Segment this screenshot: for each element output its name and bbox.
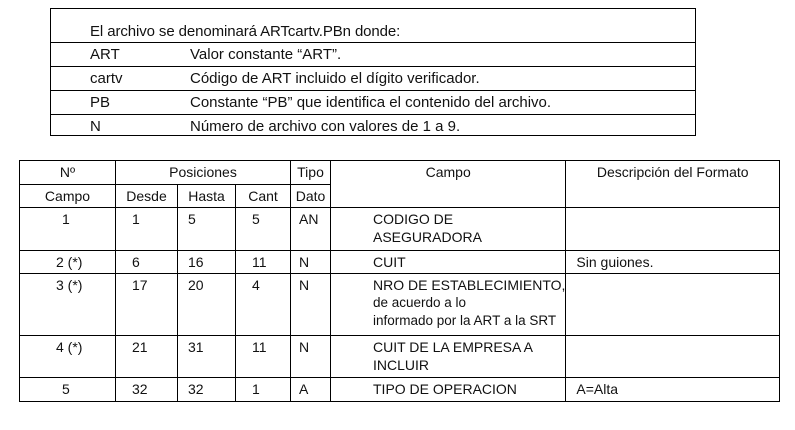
cell-campo (331, 336, 566, 378)
cell-cant: 4 (236, 274, 291, 336)
definition-row-art (51, 43, 695, 66)
cell-hasta: 20 (178, 274, 236, 336)
cell-cant: 5 (236, 208, 291, 251)
definition-term: cartv (90, 70, 123, 87)
table-row (20, 208, 780, 251)
cell-tipo: N (291, 274, 331, 336)
definition-row-cartv (51, 67, 695, 90)
table-row (20, 274, 780, 336)
campo-line: informado por la ART a la SRT (373, 313, 557, 328)
campo-line: TIPO DE OPERACION (373, 381, 517, 397)
cell-campo (331, 208, 566, 251)
header-dato: Dato (291, 185, 331, 208)
cell-hasta: 32 (178, 378, 236, 402)
header-cant: Cant (236, 185, 291, 208)
header-campo: Campo (331, 161, 566, 208)
definition-row-n (51, 115, 695, 138)
header-nro: Nº (20, 161, 116, 185)
cell-tipo: A (291, 378, 331, 402)
header-row-top (20, 161, 780, 185)
definition-text: Número de archivo con valores de 1 a 9. (190, 118, 461, 135)
cell-desde: 17 (116, 274, 178, 336)
campo-line: CODIGO DE (373, 211, 454, 227)
table-row (20, 336, 780, 378)
cell-desde: 6 (116, 251, 178, 274)
cell-campo (331, 251, 566, 274)
cell-descripcion (566, 336, 780, 378)
cell-desde: 32 (116, 378, 178, 402)
cell-descripcion: Sin guiones. (566, 251, 780, 274)
definition-term: ART (90, 46, 120, 63)
header-posiciones: Posiciones (116, 161, 291, 185)
campo-line: ASEGURADORA (373, 229, 482, 245)
header-tipo: Tipo (291, 161, 331, 185)
table-row (20, 378, 780, 402)
cell-descripcion (566, 274, 780, 336)
definition-text: Constante “PB” que identifica el contenido del archivo. (190, 94, 552, 111)
campo-line: CUIT DE LA EMPRESA A (373, 339, 534, 355)
cell-desde: 21 (116, 336, 178, 378)
campo-line: de acuerdo a lo (373, 295, 467, 310)
cell-nro: 5 (20, 378, 116, 402)
cell-cant: 1 (236, 378, 291, 402)
cell-tipo: AN (291, 208, 331, 251)
definition-text: Valor constante “ART”. (190, 46, 342, 63)
header-campo-number: Campo (20, 185, 116, 208)
cell-hasta: 31 (178, 336, 236, 378)
filename-definition-box (50, 8, 696, 136)
filename-intro: El archivo se denominará ARTcartv.PBn donde: (90, 23, 401, 40)
cell-hasta: 16 (178, 251, 236, 274)
definition-row-pb (51, 91, 695, 114)
cell-cant: 11 (236, 251, 291, 274)
table-row (20, 251, 780, 274)
cell-tipo: N (291, 251, 331, 274)
definition-term: PB (90, 94, 111, 111)
header-descripcion: Descripción del Formato (566, 161, 780, 208)
cell-nro: 2 (*) (20, 251, 116, 274)
cell-nro: 1 (20, 208, 116, 251)
campo-line: CUIT (373, 254, 406, 270)
cell-campo (331, 274, 566, 336)
definition-text: Código de ART incluido el dígito verificador. (190, 70, 480, 87)
cell-hasta: 5 (178, 208, 236, 251)
header-desde: Desde (116, 185, 178, 208)
record-layout-table (19, 160, 780, 402)
cell-nro: 3 (*) (20, 274, 116, 336)
cell-tipo: N (291, 336, 331, 378)
campo-line: NRO DE ESTABLECIMIENTO, (373, 277, 566, 293)
cell-descripcion: A=Alta (566, 378, 780, 402)
cell-nro: 4 (*) (20, 336, 116, 378)
campo-line: INCLUIR (373, 357, 430, 373)
cell-desde: 1 (116, 208, 178, 251)
cell-campo (331, 378, 566, 402)
cell-cant: 11 (236, 336, 291, 378)
cell-descripcion (566, 208, 780, 251)
definition-term: N (90, 118, 101, 135)
header-hasta: Hasta (178, 185, 236, 208)
